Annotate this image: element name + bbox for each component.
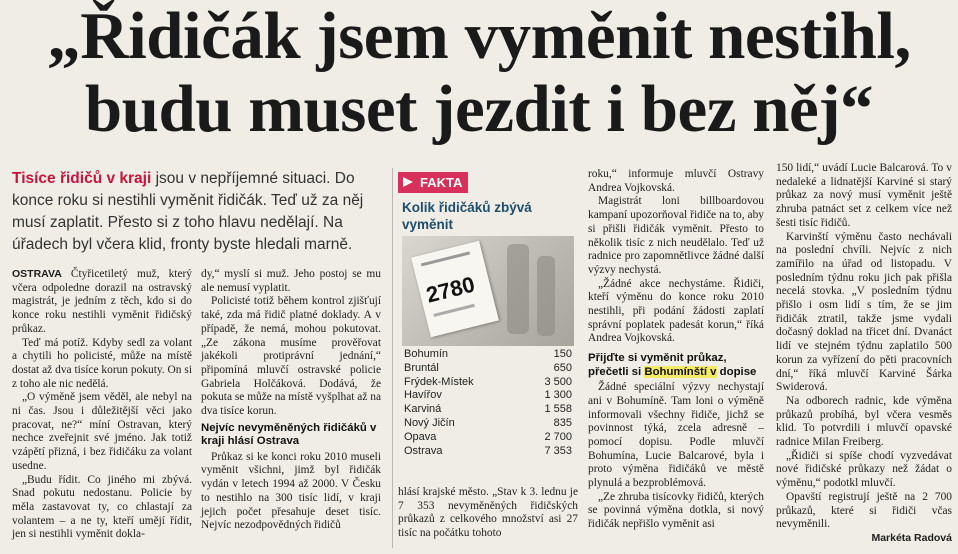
facts-table bbox=[404, 348, 572, 458]
table-row bbox=[404, 431, 572, 445]
highlighted-name: Bohumínští v bbox=[644, 365, 717, 378]
facts-title: Kolik řidičáků zbývá vyměnit bbox=[402, 200, 532, 232]
city-name: Havířov bbox=[404, 389, 442, 402]
city-name: Karviná bbox=[404, 403, 442, 416]
city-count: 835 bbox=[553, 416, 572, 429]
table-row bbox=[404, 417, 572, 431]
paragraph: Policisté totiž během kontrol zjišťují také, zda má řidič platné doklady. A v případě, že nemá, mohou pokutovat. „Ze zákona musíme prověřovat jakékoli protiprávní jednání,“ připomíná mluvčí ostravské policie Gabriela Holčáková. Dodává, že pokuta se může na místě vyšplhat až na dva tisíce korun. bbox=[201, 295, 381, 418]
paragraph: „Ze zhruba tisícovky řidičů, kterých se povinná výměna dotkla, si nový řidičák nepřišlo vyměnit asi bbox=[588, 490, 764, 531]
city-count: 150 bbox=[553, 348, 572, 360]
table-row bbox=[404, 389, 572, 403]
background-person bbox=[537, 256, 555, 336]
paragraph: Opavští registrují ještě na 2 700 průkazů, které si řidiči včas nevyměnili. bbox=[776, 490, 952, 531]
column-divider bbox=[392, 168, 393, 548]
city-name: Ostrava bbox=[404, 444, 443, 457]
paragraph: „Žádné akce nechystáme. Řidiči, kteří výměnu do konce roku 2010 nestihli, při podání žádosti zaplatí správní poplatek padesát korun,“ říká Andrea Vojkovská. bbox=[588, 277, 764, 345]
paragraph: „O výměně jsem věděl, ale nebyl na ni čas. Jsou i důležitější věci jako pracovat, ne?“ míní Ostravan, který nechce zveřejnit své jméno. Jak totiž vzápětí přizná, i bez řidičáku za volant usedne. bbox=[12, 391, 192, 472]
headline-line-1: „Řidičák jsem vyměnit nestihl, bbox=[47, 0, 911, 73]
subheading-text: dopise bbox=[716, 365, 757, 378]
queue-ticket bbox=[411, 241, 499, 337]
city-name: Nový Jičín bbox=[404, 416, 455, 429]
table-row bbox=[404, 376, 572, 390]
city-name: Bohumín bbox=[404, 348, 449, 360]
city-name: Frýdek-Místek bbox=[404, 375, 474, 388]
paragraph: Karvinští výměnu často nechávali na poslední chvíli. Nejvíc z nich zamířilo na úřad od listopadu. V posledním týdnu roku jich pak přišla necelá stovka. „V posledním týdnu přišlo i osm lidí s tím, že se jim řidičák ztratil, takže jsme vydali dočasný doklad na třicet dní. Dvanáct lidí ve stejném týdnu zaplatilo 500 korun za vyřízení do pěti pracovních dní,“ říká mluvčí Karviné Šárka Swiderová. bbox=[776, 230, 952, 394]
city-name: Bruntál bbox=[404, 361, 439, 374]
paragraph: „Řidiči si spíše chodí vyzvedávat nové řidičské průkazy než žádat o výměnu,“ podotkl mluvčí. bbox=[776, 449, 952, 490]
subheading: Nejvíc nevyměněných řidičáků v kraji hlásí Ostrava bbox=[201, 421, 377, 448]
paragraph bbox=[12, 268, 192, 337]
city-count: 3 500 bbox=[544, 375, 572, 388]
subheading bbox=[588, 352, 764, 379]
city-count: 2 700 bbox=[544, 430, 572, 443]
paragraph: roku,“ informuje mluvčí Ostravy Andrea Vojkovská. bbox=[588, 168, 764, 194]
table-row bbox=[404, 445, 572, 459]
table-row bbox=[404, 362, 572, 376]
table-row bbox=[404, 403, 572, 417]
table-row bbox=[404, 348, 572, 362]
subheading-text: Přijďte si vyměnit průkaz, přečetli si bbox=[588, 352, 727, 378]
paragraph: Žádné speciální výzvy nechystají ani v Bohumíně. Tam loni o výměně informovali všechny řidiče, jichž se povinnost týká, zcela adresně – pomocí dopisu. Podle mluvčí Bohumína, Lucie Balcarové, byla i proto výměna řidičáků ve městě plynulá a bezproblémová. bbox=[588, 381, 764, 490]
ticket-number: 2780 bbox=[423, 271, 478, 308]
paragraph: „Budu řídit. Co jiného mi zbývá. Snad pokutu nedostanu. Policie by měla zastavovat ty, co chlastají za volantem – a ne ty, kteří umějí řídit, jen si nestihli vyměnit dokla- bbox=[12, 473, 192, 541]
article-column-5 bbox=[776, 162, 952, 546]
article-column-2 bbox=[201, 268, 381, 533]
author-signature: Markéta Radová bbox=[871, 531, 952, 544]
paragraph: Magistrát loni billboardovou kampaní upozorňoval řidiče na to, aby si přišli řidičák vyměnit. Přesto to několik tisíc z nich neudělalo. Teď už radnice pro zapomnětlivce žádné další výzvy nechystá. bbox=[588, 195, 764, 276]
lead-kicker: Tisíce řidičů v kraji bbox=[12, 170, 152, 187]
headline bbox=[0, 0, 958, 146]
paragraph-text: Čtyřicetiletý muž, který včera odpoledne dorazil na ostravský magistrát, je jedním z těch, kdo si do konce roku nestihli vyměnit řidičský průkaz. bbox=[12, 268, 192, 335]
ticket-detail bbox=[421, 251, 470, 266]
facts-box bbox=[398, 172, 578, 482]
city-count: 7 353 bbox=[544, 444, 572, 457]
dateline: OSTRAVA bbox=[12, 268, 62, 280]
ticket-photo bbox=[402, 236, 574, 346]
facts-badge bbox=[398, 172, 468, 193]
paragraph: Teď má potíž. Kdyby sedl za volant a chytili ho policisté, může na místě dostat až dva tisíce korun pokuty. On si z toho ale nic nedělá. bbox=[12, 336, 192, 390]
lead-text: jsou v nepříjemné situaci. Do konce roku si nestihli vyměnit řidičák. Teď už za něj musí zaplatit. Přesto si z toho hlavu nedělají. Na úřadech byl včera klid, fronty byste hledali marně. bbox=[12, 170, 364, 253]
headline-line-2: budu muset jezdit i bez něj“ bbox=[84, 72, 874, 146]
city-count: 1 558 bbox=[544, 403, 572, 416]
paragraph: Průkaz si ke konci roku 2010 museli vyměnit všichni, jimž byl řidičák vydán v letech 1994 až 2000. V Česku to nestihlo na 300 tisíc lidí, v kraji jejich počet přesahuje deset tisíc. Nejvíc nezodpovědných řidičů bbox=[201, 450, 381, 532]
paragraph: Na odborech radnic, kde výměna průkazů probíhá, byl včera vesměs klid. To potvrdili i mluvčí opavské radnice Milan Freiberg. bbox=[776, 394, 952, 449]
lead-paragraph bbox=[12, 168, 392, 256]
city-count: 1 300 bbox=[544, 389, 572, 402]
paragraph: 150 lidí,“ uvádí Lucie Balcarová. To v nedaleké a lidnatější Karviné si starý průkaz za nový musí vyměnit ještě zhruba patnáct set z celkem více než šesti tisíc řidičů. bbox=[776, 162, 952, 229]
article-column-1 bbox=[12, 268, 192, 542]
article-column-4 bbox=[588, 168, 764, 532]
city-count: 650 bbox=[553, 361, 572, 374]
background-person bbox=[507, 244, 529, 334]
paragraph: hlásí krajské město. „Stav k 3. lednu je 7 353 nevyměněných řidičských průkazů z celkového množství asi 27 tisíc na počátku tohoto bbox=[398, 486, 578, 540]
play-arrow-icon bbox=[403, 177, 413, 187]
article-column-3 bbox=[398, 486, 578, 541]
city-name: Opava bbox=[404, 430, 437, 443]
paragraph: dy,“ myslí si muž. Jeho postoj se mu ale nemusí vyplatit. bbox=[201, 268, 381, 294]
facts-badge-label: FAKTA bbox=[420, 175, 463, 190]
